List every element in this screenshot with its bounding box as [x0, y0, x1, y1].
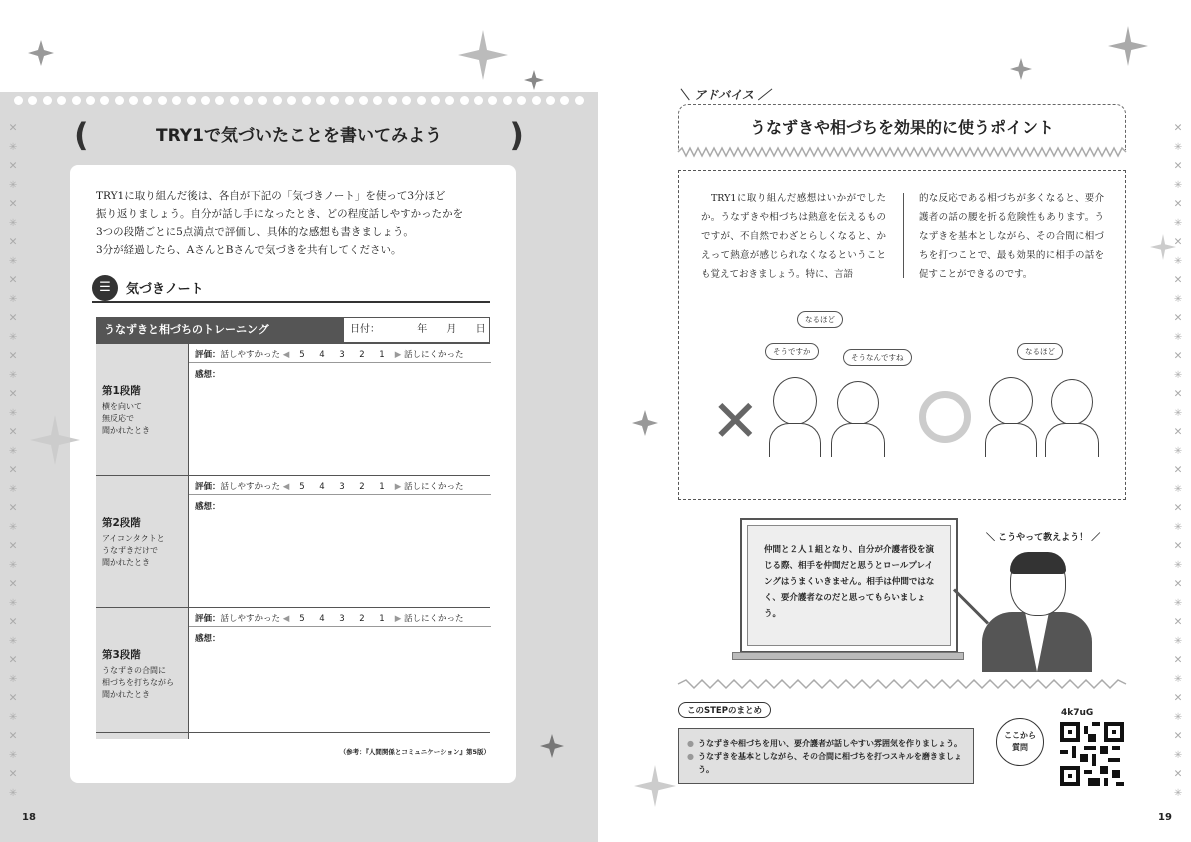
score-option[interactable]: 1 [379, 482, 385, 492]
dot-icon [28, 96, 37, 105]
table-row [96, 607, 490, 739]
dot-icon [488, 96, 497, 105]
score-option[interactable]: 4 [319, 614, 325, 624]
hard-label: 話しにくかった [403, 482, 464, 492]
score-option[interactable]: 3 [339, 350, 345, 360]
dot-icon [115, 96, 124, 105]
sparkle-icon [1108, 26, 1148, 66]
advice-text: アドバイス [694, 88, 754, 102]
page-title [74, 118, 524, 154]
text-column: 的な反応である相づちが多くなると、要介護者の話の腰を折る危険性もあります。うなずきを基本としながら、その合間に相づちを打つことで、最も効果的に相手の話を促すことができるのです。 [919, 193, 1104, 280]
dot-icon [129, 96, 138, 105]
dot-icon [172, 96, 181, 105]
pointer-stick [953, 588, 989, 624]
star-icon [632, 410, 658, 436]
eval-label: 評価： [195, 350, 221, 360]
stage-answer[interactable] [188, 476, 490, 607]
eval-scale [195, 348, 463, 360]
score-option[interactable]: 1 [379, 350, 385, 360]
dot-icon [359, 96, 368, 105]
dot-icon [330, 96, 339, 105]
date-day: 日 [475, 324, 486, 335]
date-month: 月 [446, 324, 457, 335]
dot-icon [316, 96, 325, 105]
side-pattern-left: ✕ ✳ ✕ ✳ ✕ ✳ ✕ ✳ ✕ ✳ ✕ ✳ ✕ ✳ ✕ ✳ ✕ ✳ ✕ ✳ ✕ ✳ ✕ ✳ ✕ ✳ ✕ ✳ ✕ ✳ ✕ ✳ ✕ ✳ ✕ ✳ [9, 120, 17, 800]
dot-icon [57, 96, 66, 105]
bracket-right: ) [509, 116, 524, 154]
board-tray [732, 652, 964, 660]
speech-bubble: そうなんですね [843, 349, 912, 366]
date-field[interactable] [343, 317, 490, 343]
score-option[interactable]: 5 [299, 614, 305, 624]
impression-label: 感想： [195, 502, 221, 512]
arrow-right-icon: ▶ [394, 350, 402, 360]
impression-label: 感想： [195, 370, 221, 380]
dot-icon [14, 96, 23, 105]
page-number: 18 [22, 812, 36, 823]
sparkle-icon [1150, 232, 1176, 262]
table-row [96, 475, 490, 607]
person-body [985, 423, 1037, 457]
stage-desc: うなずきの合間に 相づちを打ちながら 聞かれたとき [102, 665, 174, 699]
dot-icon [302, 96, 311, 105]
qr-code-icon[interactable] [1060, 722, 1124, 786]
divider [189, 626, 491, 627]
score-option[interactable]: 2 [359, 482, 365, 492]
arrow-right-icon: ▶ [394, 482, 402, 492]
intro-text [96, 187, 501, 259]
dot-icon [546, 96, 555, 105]
score-option[interactable]: 5 [299, 350, 305, 360]
right-page [598, 0, 1191, 842]
dot-icon [43, 96, 52, 105]
illustration-box [678, 170, 1126, 500]
table-row [96, 343, 490, 475]
stage-answer[interactable] [188, 608, 490, 739]
column-divider [903, 193, 904, 278]
stage-answer[interactable] [188, 344, 490, 475]
dot-icon [431, 96, 440, 105]
dot-icon [417, 96, 426, 105]
sparkle-icon [30, 410, 80, 470]
score-option[interactable]: 3 [339, 614, 345, 624]
note-heading [92, 273, 490, 303]
dot-icon [532, 96, 541, 105]
eval-label: 評価： [195, 482, 221, 492]
dot-icon [345, 96, 354, 105]
dot-icon [201, 96, 210, 105]
star-icon [1010, 58, 1032, 80]
eval-label: 評価： [195, 614, 221, 624]
stage-name: 第2段階 [102, 516, 141, 529]
stage-cell [96, 608, 188, 739]
bullet-icon: ● [687, 752, 694, 761]
score-option[interactable]: 2 [359, 614, 365, 624]
star-icon [540, 734, 564, 758]
dot-icon [460, 96, 469, 105]
cross-mark-icon: ✕ [711, 387, 760, 455]
summary-text: うなずきを基本としながら、その合間に相づちを打つスキルを磨きましょう。 [697, 752, 962, 774]
dot-icon [287, 96, 296, 105]
arrow-left-icon: ◀ [282, 350, 290, 360]
advice-label: ＼ アドバイス ／ [678, 88, 771, 102]
hard-label: 話しにくかった [403, 614, 464, 624]
dot-icon [215, 96, 224, 105]
title-text: TRY1で気づいたことを書いてみよう [156, 126, 442, 146]
star-icon [524, 70, 544, 90]
reference-note: （参考：『人間関係とコミュニケーション』第5版） [339, 748, 490, 756]
speech-bubble: なるほど [797, 311, 843, 328]
side-pattern-right: ✕ ✳ ✕ ✳ ✕ ✳ ✕ ✳ ✕ ✳ ✕ ✳ ✕ ✳ ✕ ✳ ✕ ✳ ✕ ✳ ✕ ✳ ✕ ✳ ✕ ✳ ✕ ✳ ✕ ✳ ✕ ✳ ✕ ✳ ✕ ✳ [1174, 120, 1182, 800]
summary-box [678, 728, 974, 784]
zigzag-rule [678, 680, 1126, 688]
score-option[interactable]: 4 [319, 350, 325, 360]
person-body [831, 423, 885, 457]
table-header: うなずきと相づちのトレーニング [96, 317, 343, 343]
speech-bubble: そうですか [765, 343, 819, 360]
sparkle-icon [634, 760, 676, 812]
training-table [96, 317, 490, 742]
table-bottom-rule [96, 732, 490, 733]
dot-icon [258, 96, 267, 105]
score-option[interactable]: 5 [299, 482, 305, 492]
dot-icon [575, 96, 584, 105]
impression-label: 感想： [195, 634, 221, 644]
stage-name: 第1段階 [102, 384, 141, 397]
easy-label: 話しやすかった [220, 614, 281, 624]
divider [189, 362, 491, 363]
note-card [70, 165, 516, 783]
score-option[interactable]: 3 [339, 482, 345, 492]
summary-label: このSTEPのまとめ [678, 702, 771, 718]
elderly-person-icon [989, 377, 1033, 425]
elderly-person-icon [773, 377, 817, 425]
stage-cell [96, 344, 188, 475]
bubble-line: 質問 [1012, 743, 1028, 752]
page-number: 19 [1158, 812, 1172, 823]
dot-icon [373, 96, 382, 105]
dot-icon [273, 96, 282, 105]
score-option[interactable]: 1 [379, 614, 385, 624]
dot-icon [143, 96, 152, 105]
dot-border [14, 96, 584, 106]
dot-icon [244, 96, 253, 105]
divider [189, 494, 491, 495]
dot-icon [474, 96, 483, 105]
intro-line: TRY1に取り組んだ後は、各自が下記の「気づきノート」を使って3分ほど [96, 190, 446, 202]
date-year: 年 [417, 324, 428, 335]
teacher-hair [1010, 552, 1066, 574]
dot-icon [560, 96, 569, 105]
sparkle-icon [458, 30, 508, 80]
stage-name: 第3段階 [102, 648, 141, 661]
summary-text: うなずきや相づちを用い、要介護者が話しやすい雰囲気を作りましょう。 [697, 739, 962, 748]
stage-desc: 横を向いて 無反応で 聞かれたとき [102, 401, 150, 435]
teacher-speech: ＼ こうやって教えよう！ ／ [986, 533, 1101, 543]
chalkboard [740, 518, 958, 653]
arrow-left-icon: ◀ [282, 482, 290, 492]
dot-icon [230, 96, 239, 105]
zigzag-rule [678, 148, 1126, 156]
stage-desc: アイコンタクトと うなずきだけで 聞かれたとき [102, 533, 165, 567]
note-title: 気づきノート [126, 282, 204, 297]
eval-scale [195, 612, 463, 624]
dot-icon [86, 96, 95, 105]
section-title-box [678, 104, 1126, 150]
easy-label: 話しやすかった [220, 482, 281, 492]
dot-icon [503, 96, 512, 105]
easy-label: 話しやすかった [220, 350, 281, 360]
notebook-icon: ☰ [92, 275, 118, 301]
teacher-speech-text: こうやって教えよう！ [998, 533, 1089, 543]
summary-item [687, 750, 965, 776]
hard-label: 話しにくかった [403, 350, 464, 360]
person-body [769, 423, 821, 457]
question-bubble [996, 718, 1044, 766]
board-text: 仲間と２人１組となり、自分が介護者役を演じる際、相手を仲間だと思うとロールプレイングはうまくいきません。相手は仲間ではなく、要介護者なのだと思ってもらいましょう。 [764, 545, 935, 619]
circle-mark-icon [919, 391, 971, 443]
dot-icon [402, 96, 411, 105]
summary-item [687, 737, 965, 750]
qr-code-id: 4k7uG [1061, 708, 1094, 718]
intro-line: 3つの段階ごとに5点満点で評価し、具体的な感想も書きましょう。 [96, 226, 414, 238]
bracket-left: ( [74, 116, 89, 154]
bubble-line: ここから [1004, 731, 1036, 740]
dot-icon [100, 96, 109, 105]
intro-line: 3分が経過したら、AさんとBさんで気づきを共有してください。 [96, 244, 402, 256]
star-icon [28, 40, 54, 66]
dot-icon [72, 96, 81, 105]
caregiver-icon [837, 381, 879, 425]
dot-icon [388, 96, 397, 105]
dot-icon [517, 96, 526, 105]
caregiver-icon [1051, 379, 1093, 425]
eval-scale [195, 480, 463, 492]
stage-cell [96, 476, 188, 607]
speech-bubble: なるほど [1017, 343, 1063, 360]
dot-icon [187, 96, 196, 105]
intro-line: 振り返りましょう。自分が話し手になったとき、どの程度話しやすかったかを [96, 208, 464, 220]
arrow-right-icon: ▶ [394, 614, 402, 624]
arrow-left-icon: ◀ [282, 614, 290, 624]
bullet-icon: ● [687, 739, 694, 748]
dot-icon [158, 96, 167, 105]
date-label: 日付： [350, 324, 380, 335]
score-option[interactable]: 2 [359, 350, 365, 360]
text-column: TRY1に取り組んだ感想はいかがでしたか。うなずきや相づちは熱意を伝えるものですが、不自然でわざとらしくなると、かえって熱意が感じられなくなるということも覚えておきましょう。特に、言語 [701, 193, 886, 280]
score-option[interactable]: 4 [319, 482, 325, 492]
dot-icon [445, 96, 454, 105]
section-title: うなずきや相づちを効果的に使うポイント [749, 118, 1054, 137]
person-body [1045, 423, 1099, 457]
